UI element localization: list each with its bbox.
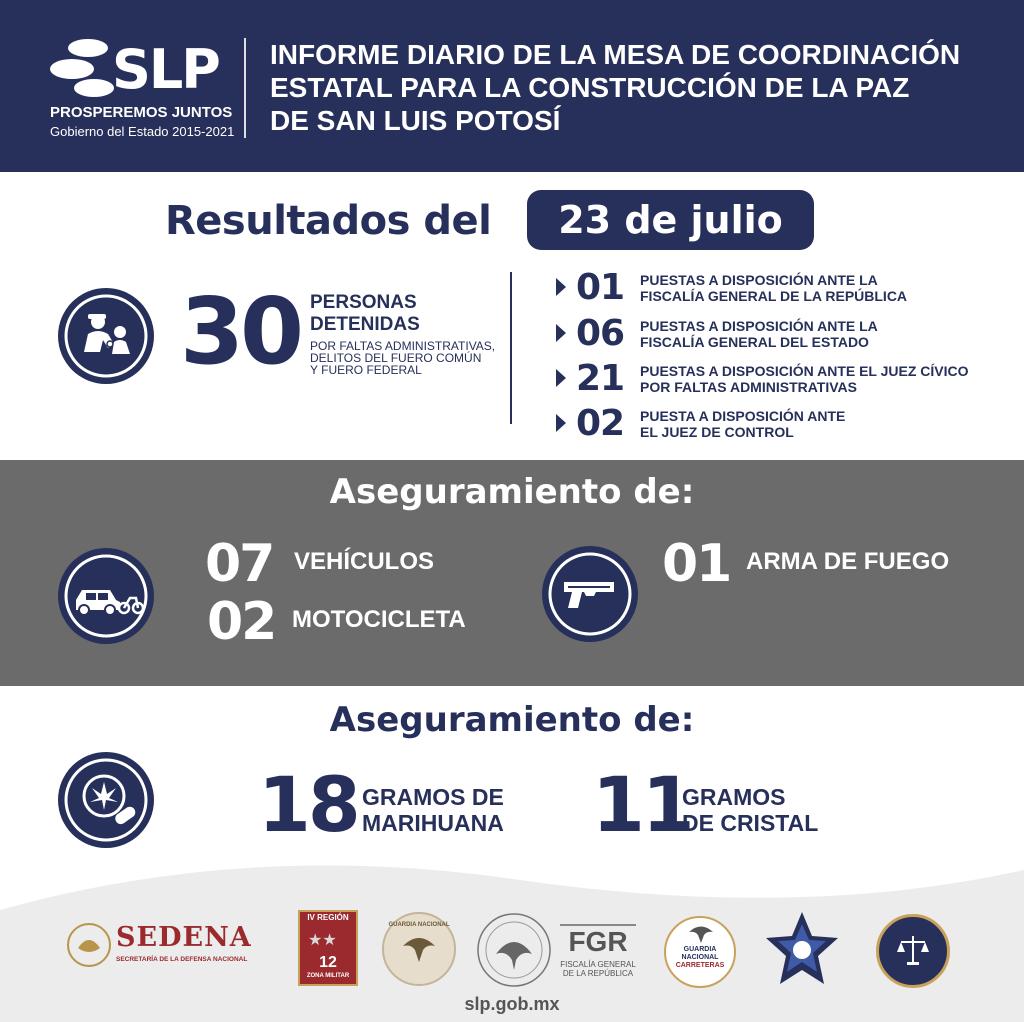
puesta-number: 06 xyxy=(576,313,625,354)
header-divider xyxy=(244,38,246,138)
title-line: DE SAN LUIS POTOSÍ xyxy=(270,105,561,136)
seizure-title: Aseguramiento de: xyxy=(329,472,695,512)
logo-text: SLP xyxy=(112,38,219,101)
firearm-icon xyxy=(542,546,638,642)
detained-subtext xyxy=(310,340,510,376)
military-zone-badge: IV REGIÓN ★★ 12 ZONA MILITAR xyxy=(298,910,358,986)
logo-slogan: PROSPEREMOS JUNTOS xyxy=(50,104,233,121)
motorcycles-label: MOTOCICLETA xyxy=(292,606,466,633)
title-line: INFORME DIARIO DE LA MESA DE COORDINACIÓN xyxy=(270,39,961,70)
mexico-shield-icon xyxy=(66,922,112,968)
detained-sub-line: DELITOS DEL FUERO COMÚN xyxy=(310,351,482,365)
eagle-icon xyxy=(688,924,714,944)
fgr-logo-text: FGR xyxy=(568,926,628,957)
detained-label-line: DETENIDAS xyxy=(310,314,420,335)
slp-logo-icon xyxy=(50,36,120,102)
header-banner xyxy=(0,0,1024,172)
arrow-right-icon xyxy=(556,278,566,296)
report-title xyxy=(270,38,1010,137)
police-star-icon xyxy=(760,910,844,990)
title-line: ESTATAL PARA LA CONSTRUCCIÓN DE LA PAZ xyxy=(270,72,910,103)
sedena-logo-text: SEDENA xyxy=(116,922,252,953)
puesta-number: 01 xyxy=(576,267,625,308)
marijuana-label: GRAMOS DE MARIHUANA xyxy=(362,784,504,836)
firearms-label: ARMA DE FUEGO xyxy=(746,548,950,575)
detained-label-line: PERSONAS xyxy=(310,292,417,313)
detention-icon xyxy=(58,288,154,384)
crystal-count: 11 xyxy=(592,760,692,849)
carreteras-badge: GUARDIA NACIONAL CARRETERAS xyxy=(664,916,736,988)
results-label: Resultados del xyxy=(165,198,492,244)
drugs-icon xyxy=(58,752,154,848)
scales-of-justice-icon xyxy=(896,933,930,967)
fiscalia-estado-seal xyxy=(876,914,950,988)
puesta-number: 02 xyxy=(576,403,625,444)
eagle-icon xyxy=(401,934,437,964)
seizure-title: Aseguramiento de: xyxy=(329,700,695,740)
puesta-text: PUESTAS A DISPOSICIÓN ANTE EL JUEZ CÍVICO POR FALTAS ADMINISTRATIVAS xyxy=(640,363,969,395)
detained-count: 30 xyxy=(180,278,301,385)
motorcycles-count: 02 xyxy=(207,592,276,652)
guardia-nacional-seal: GUARDIA NACIONAL xyxy=(382,912,456,986)
arrow-right-icon xyxy=(556,414,566,432)
detained-sub-line: POR FALTAS ADMINISTRATIVAS, xyxy=(310,339,496,353)
date-badge: 23 de julio xyxy=(527,190,814,250)
detained-sub-line: Y FUERO FEDERAL xyxy=(310,363,422,377)
institution-logos xyxy=(60,908,970,994)
website-url: slp.gob.mx xyxy=(464,994,560,1014)
firearms-count: 01 xyxy=(662,534,731,594)
logo-government: Gobierno del Estado 2015-2021 xyxy=(50,124,235,139)
fgr-subtitle: FISCALÍA GENERAL DE LA REPÚBLICA xyxy=(560,960,636,978)
arrow-right-icon xyxy=(556,324,566,342)
detained-label xyxy=(310,292,420,336)
puesta-number: 21 xyxy=(576,358,625,399)
vertical-divider xyxy=(510,272,512,424)
mexico-seal-icon xyxy=(476,912,552,988)
vehicles-count: 07 xyxy=(205,534,274,594)
puesta-text: PUESTA A DISPOSICIÓN ANTE EL JUEZ DE CONTROL xyxy=(640,408,846,440)
marijuana-count: 18 xyxy=(258,760,358,849)
puesta-text: PUESTAS A DISPOSICIÓN ANTE LA FISCALÍA GENERAL DE LA REPÚBLICA xyxy=(640,272,908,304)
puesta-text: PUESTAS A DISPOSICIÓN ANTE LA FISCALÍA GENERAL DEL ESTADO xyxy=(640,318,878,350)
arrow-right-icon xyxy=(556,369,566,387)
crystal-label: GRAMOS DE CRISTAL xyxy=(682,784,819,836)
sedena-subtitle: SECRETARÍA DE LA DEFENSA NACIONAL xyxy=(116,956,248,963)
vehicles-label: VEHÍCULOS xyxy=(294,548,435,575)
vehicle-icon xyxy=(58,548,154,644)
